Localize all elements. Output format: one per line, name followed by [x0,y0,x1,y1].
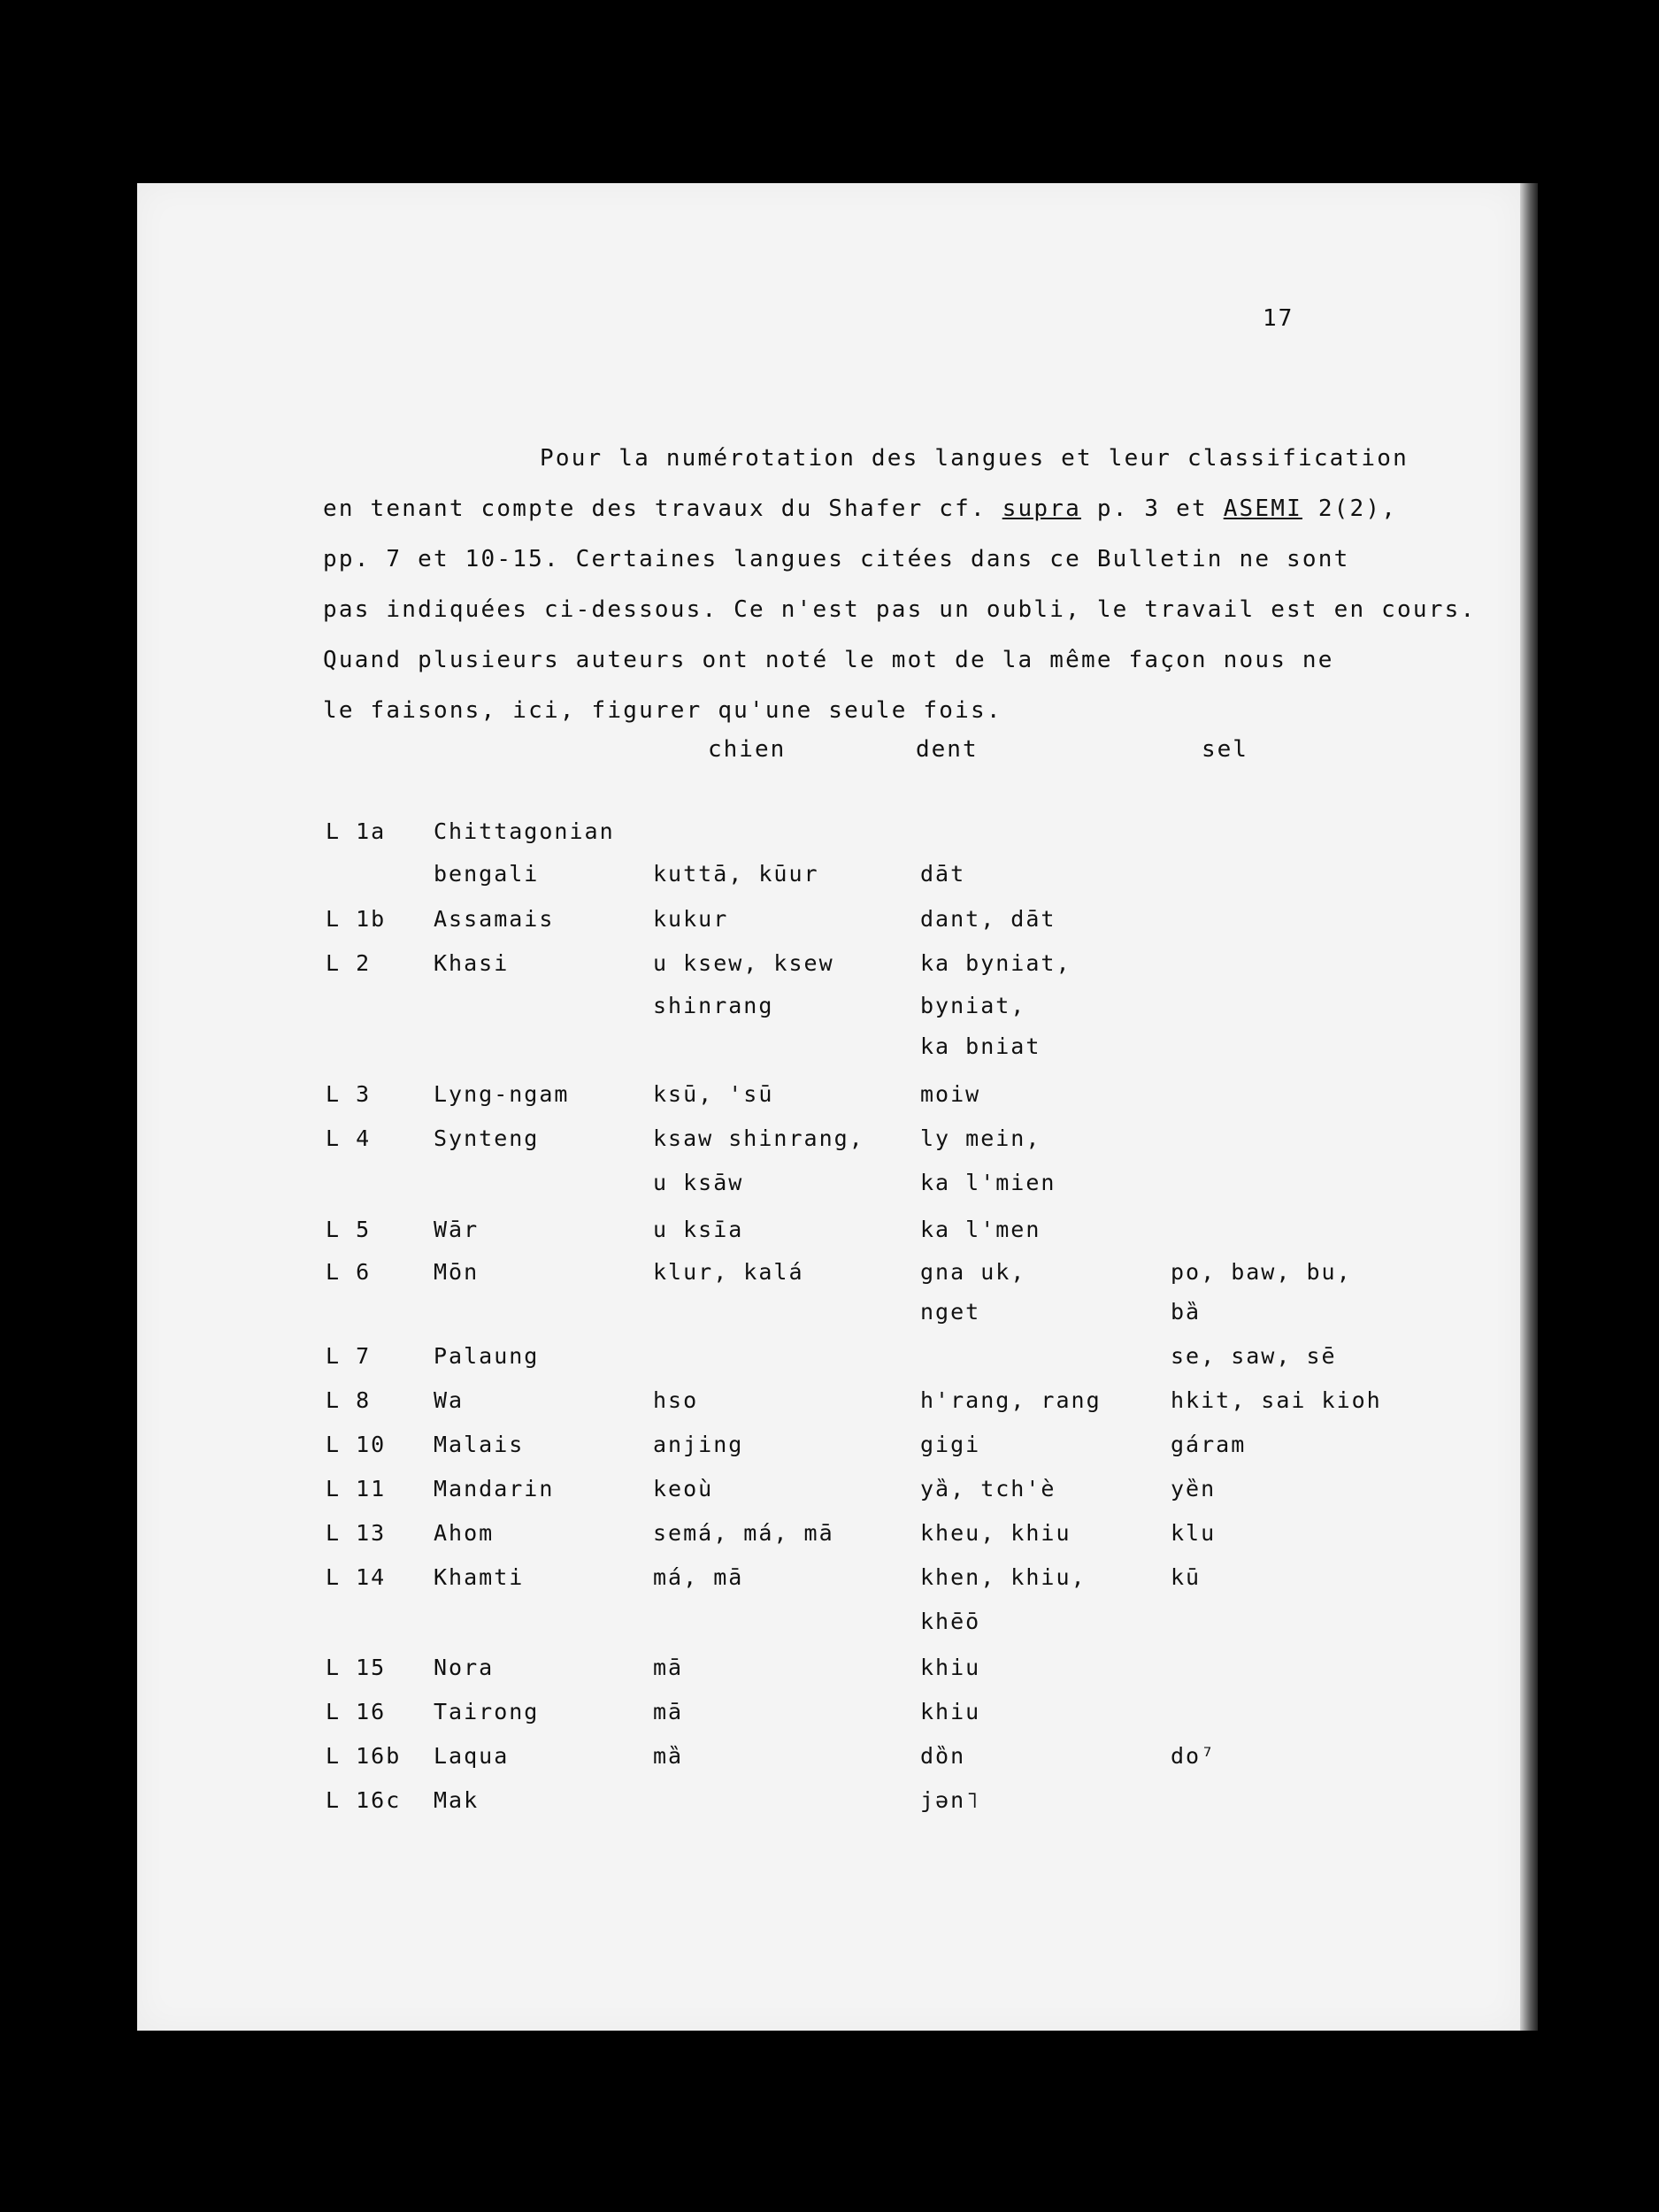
intro-line-mid: p. 3 et [1096,495,1208,522]
intro-line-tail: 2(2), [1317,495,1398,522]
supra-ref: supra [1002,495,1081,522]
intro-line: Quand plusieurs auteurs ont noté le mot de la même façon nous ne [323,647,1334,673]
cell-dent: khēō [920,1609,981,1634]
cell-sel: po, baw, bu, [1171,1259,1352,1285]
intro-line: pas indiquées ci-dessous. Ce n'est pas un oubli, le travail est en cours. [323,596,1477,623]
table-row [0,1520,1659,1563]
cell-sel: kū [1171,1564,1202,1590]
cell-name: Wār [434,1217,480,1242]
cell-chien: kuttā, kūur [653,861,819,887]
table-row [0,1033,1659,1076]
table-row [0,1170,1659,1212]
table-row [0,1081,1659,1124]
cell-code: L 5 [326,1217,372,1242]
table-row [0,1787,1659,1830]
cell-name: Khamti [434,1564,525,1590]
asemi-ref: ASEMI [1223,495,1302,522]
cell-code: L 16c [326,1787,402,1813]
cell-name: Laqua [434,1743,510,1769]
cell-code: L 16 [326,1699,387,1724]
table-row [0,950,1659,993]
cell-chien: u ksew, ksew [653,950,834,976]
table-row [0,1609,1659,1651]
table-row [0,861,1659,903]
cell-name: Khasi [434,950,510,976]
cell-dent: yȁ, tch'è [920,1476,1056,1502]
cell-dent: dant, dāt [920,906,1056,932]
intro-line-start: en tenant compte des travaux du Shafer cf. [323,495,987,522]
cell-name: Palaung [434,1343,540,1369]
table-row [0,1299,1659,1341]
cell-name: Chittagonian [434,818,615,844]
cell-code: L 1b [326,906,387,932]
cell-name: Mandarin [434,1476,555,1502]
cell-sel: bȁ [1171,1299,1202,1325]
cell-dent: khiu [920,1699,981,1724]
cell-chien: mȁ [653,1743,684,1769]
cell-name: Assamais [434,906,555,932]
cell-chien: kukur [653,906,729,932]
cell-code: L 13 [326,1520,387,1546]
cell-dent: khiu [920,1655,981,1680]
cell-dent: ka l'mien [920,1170,1056,1195]
cell-dent: ly mein, [920,1125,1041,1151]
table-row [0,1343,1659,1386]
cell-name: bengali [434,861,540,887]
cell-dent: byniat, [920,993,1026,1018]
cell-dent: ka byniat, [920,950,1071,976]
cell-sel: se, saw, sē [1171,1343,1337,1369]
intro-line: Pour la numérotation des langues et leur classification [540,445,1409,472]
cell-chien: má, mā [653,1564,744,1590]
cell-dent: dȍn [920,1743,966,1769]
column-header-chien: chien [708,736,787,763]
cell-name: Mōn [434,1259,480,1285]
cell-code: L 10 [326,1432,387,1457]
cell-code: L 3 [326,1081,372,1107]
cell-name: Wa [434,1387,465,1413]
table-row [0,993,1659,1035]
cell-dent: jən˥ [920,1787,981,1813]
cell-chien: anjing [653,1432,744,1457]
cell-sel: hkit, sai kioh [1171,1387,1382,1413]
cell-chien: shinrang [653,993,774,1018]
cell-chien: semá, má, mā [653,1520,834,1546]
cell-name: Synteng [434,1125,540,1151]
cell-dent: h'rang, rang [920,1387,1102,1413]
cell-chien: hso [653,1387,699,1413]
table-row [0,1699,1659,1741]
cell-code: L 14 [326,1564,387,1590]
table-row [0,1387,1659,1430]
cell-name: Nora [434,1655,495,1680]
table-row [0,1655,1659,1697]
table-row [0,906,1659,949]
table-row [0,818,1659,861]
column-header-sel: sel [1202,736,1248,763]
cell-chien: keoù [653,1476,714,1502]
cell-code: L 7 [326,1343,372,1369]
cell-chien: u ksāw [653,1170,744,1195]
cell-dent: dāt [920,861,966,887]
cell-code: L 4 [326,1125,372,1151]
table-row [0,1743,1659,1786]
cell-chien: ksū, 'sū [653,1081,774,1107]
cell-dent: nget [920,1299,981,1325]
intro-line: le faisons, ici, figurer qu'une seule fois. [323,697,1002,724]
table-row [0,1476,1659,1518]
cell-dent: ka l'men [920,1217,1041,1242]
table-row [0,1259,1659,1302]
cell-code: L 2 [326,950,372,976]
cell-chien: u ksīa [653,1217,744,1242]
column-header-dent: dent [916,736,979,763]
cell-name: Tairong [434,1699,540,1724]
cell-chien: mā [653,1699,684,1724]
cell-sel: do⁷ [1171,1743,1217,1769]
cell-chien: klur, kalá [653,1259,804,1285]
table-row [0,1564,1659,1607]
cell-dent: ka bniat [920,1033,1041,1059]
table-row [0,1432,1659,1474]
cell-dent: khen, khiu, [920,1564,1087,1590]
intro-paragraph [323,434,1477,736]
cell-name: Ahom [434,1520,495,1546]
cell-name: Mak [434,1787,480,1813]
cell-dent: gna uk, [920,1259,1026,1285]
cell-name: Malais [434,1432,525,1457]
cell-name: Lyng-ngam [434,1081,570,1107]
cell-code: L 1a [326,818,387,844]
cell-dent: kheu, khiu [920,1520,1071,1546]
cell-chien: mā [653,1655,684,1680]
table-row [0,1125,1659,1168]
cell-code: L 6 [326,1259,372,1285]
cell-code: L 15 [326,1655,387,1680]
cell-code: L 11 [326,1476,387,1502]
intro-line: pp. 7 et 10-15. Certaines langues citées dans ce Bulletin ne sont [323,546,1350,572]
cell-code: L 8 [326,1387,372,1413]
cell-dent: gigi [920,1432,981,1457]
cell-dent: moiw [920,1081,981,1107]
cell-chien: ksaw shinrang, [653,1125,864,1151]
table-row [0,1217,1659,1259]
page-number: 17 [1263,305,1294,332]
cell-sel: gáram [1171,1432,1247,1457]
cell-sel: yȅn [1171,1476,1217,1502]
cell-sel: klu [1171,1520,1217,1546]
cell-code: L 16b [326,1743,402,1769]
intro-line [323,484,1398,534]
